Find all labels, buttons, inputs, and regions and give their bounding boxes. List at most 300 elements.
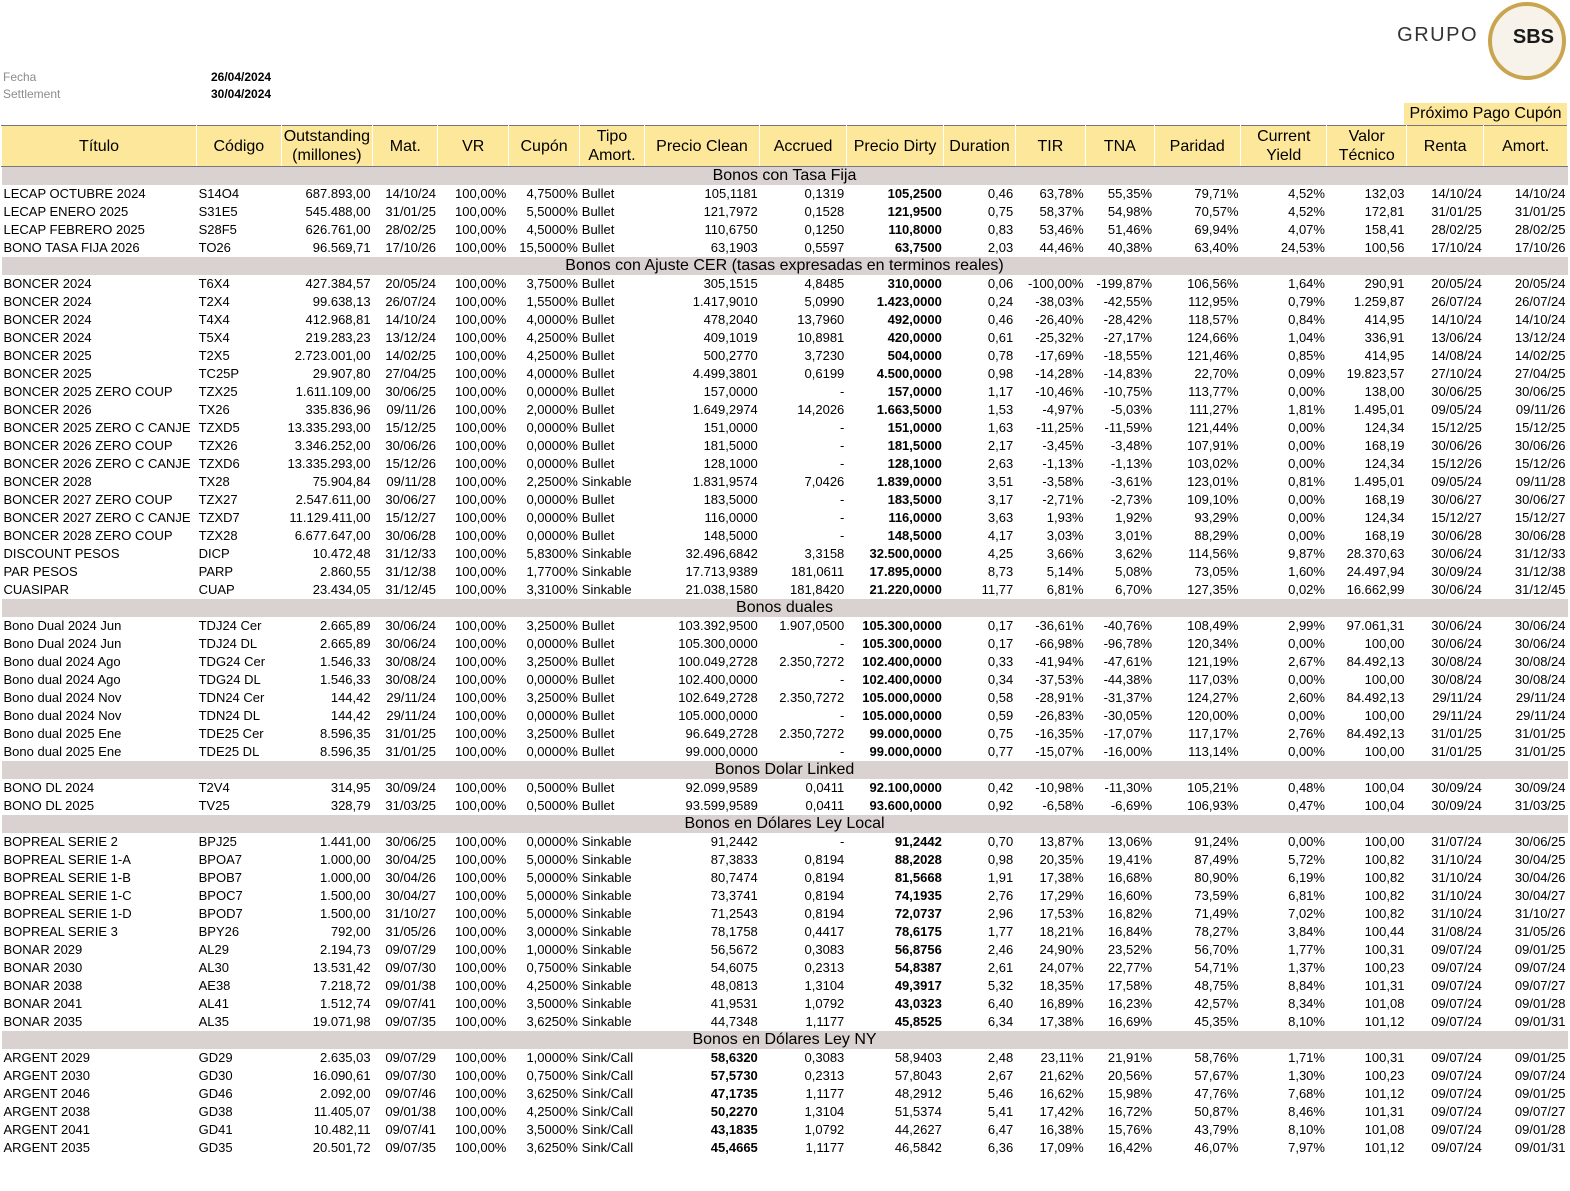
table-cell: 63,78%	[1039, 186, 1084, 201]
table-cell: 17,38%	[1039, 1014, 1084, 1029]
table-cell: 0,0000%	[526, 636, 578, 651]
table-cell: 138,00	[1364, 384, 1405, 399]
table-cell: 0,75	[987, 204, 1014, 219]
table-cell: 100,00%	[455, 348, 507, 363]
table-cell: Sinkable	[581, 474, 632, 489]
table-cell: Sink/Call	[581, 1104, 634, 1119]
table-cell: 30/06/25	[1514, 834, 1566, 849]
table-cell: -25,32%	[1035, 330, 1084, 345]
table-cell: 41,9531	[710, 996, 758, 1011]
table-body	[2, 167, 1568, 1158]
table-cell: TZXD7	[198, 510, 240, 525]
table-cell: -	[839, 384, 845, 399]
table-cell: 51,5374	[894, 1104, 942, 1119]
table-cell: LECAP FEBRERO 2025	[3, 222, 145, 237]
table-cell: TO26	[198, 240, 231, 255]
table-cell: -	[839, 438, 845, 453]
table-cell: 4,2500%	[526, 978, 578, 993]
table-row	[2, 509, 1568, 527]
table-cell: Bono dual 2024 Nov	[3, 690, 122, 705]
table-cell: 26/07/24	[1514, 294, 1566, 309]
table-cell: 105.300,0000	[678, 636, 758, 651]
table-cell: 0,98	[987, 366, 1014, 381]
table-cell: 28.370,63	[1346, 546, 1405, 561]
table-cell: 31/12/33	[1514, 546, 1566, 561]
table-cell: ARGENT 2029	[3, 1050, 90, 1065]
table-cell: 17.713,9389	[685, 564, 758, 579]
table-cell: CUASIPAR	[3, 582, 69, 597]
table-cell: -	[839, 744, 845, 759]
table-cell: AL30	[198, 960, 229, 975]
table-cell: 09/07/24	[1431, 960, 1482, 975]
table-cell: 09/07/27	[1514, 1104, 1566, 1119]
table-cell: -	[839, 636, 845, 651]
table-cell: -	[839, 528, 845, 543]
table-cell: 16.090,61	[312, 1068, 371, 1083]
table-cell: 100,82	[1364, 852, 1405, 867]
table-cell: 2.350,7272	[779, 690, 845, 705]
table-cell: -	[839, 510, 845, 525]
table-row	[2, 653, 1568, 671]
table-cell: 93,29%	[1194, 510, 1239, 525]
table-cell: CUAP	[198, 582, 235, 597]
table-cell: 2,46	[987, 942, 1014, 957]
table-cell: Bono dual 2024 Ago	[3, 672, 121, 687]
table-cell: 17,42%	[1039, 1104, 1084, 1119]
table-cell: 17,38%	[1039, 870, 1084, 885]
table-cell: 51,46%	[1107, 222, 1153, 237]
table-row	[2, 203, 1568, 221]
table-cell: 24,90%	[1039, 942, 1084, 957]
table-cell: 0,00%	[1288, 834, 1325, 849]
table-cell: Bullet	[581, 420, 615, 435]
table-cell: 100,82	[1364, 870, 1405, 885]
table-cell: 100,00%	[455, 240, 507, 255]
table-cell: 5,46	[987, 1086, 1014, 1101]
table-cell: 73,05%	[1194, 564, 1239, 579]
table-cell: 0,8194	[804, 906, 845, 921]
table-cell: 09/11/28	[1515, 474, 1566, 489]
table-cell: 0,0411	[805, 780, 845, 795]
table-row	[2, 311, 1568, 329]
table-row	[2, 1121, 1568, 1139]
table-cell: 101,31	[1364, 978, 1405, 993]
table-cell: 31/01/25	[385, 726, 436, 741]
table-cell: 22,77%	[1107, 960, 1153, 975]
table-cell: 7,97%	[1288, 1140, 1325, 1155]
table-cell: 0,06	[987, 276, 1014, 291]
table-cell: 101,08	[1364, 1122, 1405, 1137]
table-cell: 56,5672	[710, 942, 758, 957]
table-cell: 181,0611	[791, 564, 845, 579]
table-cell: 8,46%	[1288, 1104, 1325, 1119]
table-cell: 1,04%	[1288, 330, 1325, 345]
table-cell: 78,6175	[894, 924, 942, 939]
table-cell: 55,35%	[1107, 186, 1153, 201]
table-cell: 15,98%	[1107, 1086, 1153, 1101]
table-cell: 1.441,00	[320, 834, 371, 849]
logo-sbs-text: SBS	[1512, 26, 1554, 48]
table-cell: -6,69%	[1110, 798, 1153, 813]
table-cell: 17,29%	[1039, 888, 1084, 903]
table-cell: -1,13%	[1110, 456, 1153, 471]
table-row	[2, 329, 1568, 347]
table-cell: 09/07/24	[1431, 996, 1482, 1011]
table-cell: 2.194,73	[320, 942, 371, 957]
table-cell: 100,00%	[455, 672, 507, 687]
table-cell: -2,73%	[1110, 492, 1153, 507]
table-cell: 132,03	[1364, 186, 1405, 201]
table-cell: 09/01/25	[1514, 942, 1566, 957]
table-cell: 0,0000%	[526, 420, 578, 435]
table-cell: AL41	[198, 996, 229, 1011]
table-cell: 151,0000	[887, 420, 942, 435]
table-cell: BOPREAL SERIE 1-C	[3, 888, 132, 903]
table-cell: 183,5000	[703, 492, 758, 507]
table-cell: BONAR 2041	[3, 996, 83, 1011]
table-cell: 0,85%	[1288, 348, 1325, 363]
settlement-label: Settlement	[3, 87, 61, 101]
table-cell: Bono dual 2025 Ene	[3, 744, 122, 759]
table-cell: 13/06/24	[1431, 330, 1482, 345]
table-cell: BOPREAL SERIE 3	[3, 924, 118, 939]
table-cell: 100,00%	[455, 420, 507, 435]
table-cell: 336,91	[1364, 330, 1405, 345]
table-cell: Bullet	[581, 204, 615, 219]
table-cell: 09/05/24	[1431, 474, 1482, 489]
table-cell: 87,49%	[1194, 852, 1239, 867]
table-cell: 116,0000	[704, 510, 758, 525]
table-cell: Bullet	[581, 240, 615, 255]
table-cell: 09/07/30	[385, 1068, 436, 1083]
table-cell: 30/08/24	[385, 654, 436, 669]
table-cell: 45,4665	[710, 1140, 758, 1155]
table-cell: 63,1903	[710, 240, 758, 255]
table-cell: 30/08/24	[1514, 672, 1566, 687]
table-cell: 27/10/24	[1431, 366, 1482, 381]
table-cell: 100,00%	[455, 708, 507, 723]
table-cell: Sink/Call	[581, 1140, 634, 1155]
table-cell: T5X4	[198, 330, 230, 345]
table-cell: 57,5730	[710, 1068, 758, 1083]
table-cell: 63,40%	[1194, 240, 1239, 255]
table-cell: 157,0000	[703, 384, 758, 399]
table-cell: 100,00%	[455, 1104, 507, 1119]
table-row	[2, 887, 1568, 905]
table-cell: Sink/Call	[581, 1068, 634, 1083]
column-header: Precio Clean	[644, 126, 760, 167]
table-cell: 20,56%	[1107, 1068, 1153, 1083]
table-cell: 2.723.001,00	[294, 348, 371, 363]
table-cell: 1,3104	[804, 978, 845, 993]
table-cell: 31/10/24	[1431, 852, 1482, 867]
table-cell: 181,5000	[703, 438, 758, 453]
table-cell: 1,60%	[1288, 564, 1325, 579]
table-cell: 0,1528	[804, 204, 845, 219]
table-cell: 30/06/24	[1514, 618, 1566, 633]
table-cell: 28/02/25	[1514, 222, 1566, 237]
column-header: Accrued	[760, 126, 846, 167]
table-cell: 24,07%	[1039, 960, 1084, 975]
table-cell: 100,00%	[455, 888, 507, 903]
table-cell: TDG24 Cer	[198, 654, 266, 669]
table-cell: -17,69%	[1035, 348, 1084, 363]
table-cell: -14,28%	[1035, 366, 1084, 381]
table-cell: 0,7500%	[526, 1068, 578, 1083]
table-cell: -44,38%	[1103, 672, 1153, 687]
table-row	[2, 869, 1568, 887]
table-cell: 30/06/27	[385, 492, 436, 507]
table-cell: 09/07/29	[385, 942, 436, 957]
table-cell: 100,00%	[455, 222, 507, 237]
table-cell: Bono dual 2025 Ene	[3, 726, 122, 741]
table-cell: -4,97%	[1042, 402, 1084, 417]
table-cell: BONCER 2024	[3, 312, 92, 327]
table-cell: 93.599,9589	[685, 798, 758, 813]
table-cell: -	[839, 492, 845, 507]
table-cell: 427.384,57	[305, 276, 371, 291]
table-cell: 100,00%	[455, 1050, 507, 1065]
table-cell: 31/01/25	[1431, 204, 1482, 219]
table-cell: 1.512,74	[320, 996, 371, 1011]
section-header	[2, 167, 1568, 186]
table-cell: 48,0813	[710, 978, 758, 993]
table-cell: 1,1177	[805, 1014, 845, 1029]
table-cell: 15/12/26	[1431, 456, 1482, 471]
table-row	[2, 1085, 1568, 1103]
table-row	[2, 473, 1568, 491]
table-cell: Sinkable	[581, 870, 632, 885]
table-cell: 1,30%	[1288, 1068, 1325, 1083]
table-cell: BONCER 2025	[3, 348, 92, 363]
table-cell: 74,1935	[894, 888, 942, 903]
table-cell: 183,5000	[887, 492, 942, 507]
section-title: Bonos duales	[2, 599, 1568, 617]
table-cell: 6,34	[987, 1014, 1014, 1029]
table-cell: 0,77	[987, 744, 1014, 759]
table-cell: 100,00%	[455, 834, 507, 849]
table-cell: BONAR 2030	[3, 960, 83, 975]
table-cell: S14O4	[198, 186, 240, 201]
table-cell: 100,00%	[455, 726, 507, 741]
table-cell: 92.100,0000	[869, 780, 942, 795]
table-cell: 128,1000	[887, 456, 942, 471]
table-cell: 42,57%	[1194, 996, 1239, 1011]
table-cell: 4.500,0000	[876, 366, 942, 381]
table-cell: 58,76%	[1194, 1050, 1239, 1065]
table-cell: 5,8300%	[526, 546, 578, 561]
table-cell: Sink/Call	[581, 1050, 634, 1065]
table-cell: 1.611.109,00	[295, 384, 371, 399]
table-cell: 16,84%	[1107, 924, 1153, 939]
table-cell: -38,03%	[1035, 294, 1084, 309]
table-cell: 09/07/27	[1514, 978, 1566, 993]
table-cell: -37,53%	[1035, 672, 1084, 687]
table-cell: 0,8194	[804, 852, 845, 867]
table-cell: GD30	[198, 1068, 233, 1083]
table-cell: 116,0000	[888, 510, 942, 525]
table-cell: 30/06/24	[1514, 636, 1566, 651]
table-cell: 47,76%	[1194, 1086, 1239, 1101]
table-cell: 102.400,0000	[678, 672, 758, 687]
table-cell: 78,1758	[710, 924, 758, 939]
table-cell: 4,2500%	[526, 1104, 578, 1119]
table-cell: 106,56%	[1187, 276, 1239, 291]
table-cell: 2,96	[987, 906, 1014, 921]
table-row	[2, 941, 1568, 959]
table-cell: 58,6320	[710, 1050, 758, 1065]
table-cell: 1.500,00	[320, 888, 371, 903]
grupo-sbs-logo	[1346, 0, 1566, 104]
table-cell: 5,0990	[804, 294, 845, 309]
table-cell: 1,0000%	[526, 942, 578, 957]
table-cell: Bullet	[581, 690, 615, 705]
table-cell: 157,0000	[887, 384, 942, 399]
table-cell: 100,00%	[455, 330, 507, 345]
table-cell: 81,5668	[894, 870, 942, 885]
table-cell: 16,38%	[1039, 1122, 1084, 1137]
section-header	[2, 1031, 1568, 1049]
table-cell: 0,5000%	[526, 780, 578, 795]
table-cell: 4,25	[987, 546, 1014, 561]
table-cell: -	[839, 708, 845, 723]
table-cell: 53,46%	[1039, 222, 1084, 237]
table-cell: 31/01/25	[1431, 744, 1482, 759]
table-cell: 100,00%	[455, 942, 507, 957]
table-cell: 46,07%	[1194, 1140, 1239, 1155]
table-cell: 09/11/26	[1515, 402, 1566, 417]
table-row	[2, 797, 1568, 815]
table-cell: 0,1319	[804, 186, 845, 201]
table-cell: 29/11/24	[1432, 708, 1482, 723]
table-cell: 14/10/24	[1431, 186, 1482, 201]
table-cell: AL35	[198, 1014, 229, 1029]
section-title: Bonos Dolar Linked	[2, 761, 1568, 779]
table-cell: 120,34%	[1187, 636, 1239, 651]
table-cell: 100,00%	[455, 870, 507, 885]
table-cell: 1,81%	[1288, 402, 1325, 417]
table-cell: 105.000,0000	[862, 690, 942, 705]
fecha-value: 26/04/2024	[211, 70, 272, 84]
table-cell: 0,00%	[1288, 438, 1325, 453]
table-cell: 31/03/25	[1514, 798, 1566, 813]
table-cell: 30/08/24	[1431, 654, 1482, 669]
table-cell: 1,17	[987, 384, 1014, 399]
table-cell: 1,77%	[1288, 942, 1325, 957]
table-cell: 78,27%	[1194, 924, 1239, 939]
table-cell: BONCER 2024	[3, 276, 92, 291]
table-cell: 43,79%	[1194, 1122, 1239, 1137]
table-cell: 414,95	[1364, 312, 1405, 327]
table-cell: -30,05%	[1103, 708, 1153, 723]
table-cell: 09/07/35	[385, 1014, 436, 1029]
table-cell: 31/01/25	[1514, 744, 1566, 759]
table-cell: 73,59%	[1194, 888, 1239, 903]
table-cell: 420,0000	[887, 330, 942, 345]
table-row	[2, 1139, 1568, 1157]
table-cell: 1.495,01	[1353, 474, 1405, 489]
table-cell: 100,00%	[455, 798, 507, 813]
table-cell: 100,00%	[455, 438, 507, 453]
table-cell: 1,93%	[1046, 510, 1084, 525]
table-row	[2, 293, 1568, 311]
table-cell: 219.283,23	[305, 330, 371, 345]
section-header	[2, 599, 1568, 617]
table-cell: 50,2270	[710, 1104, 758, 1119]
table-cell: 0,78	[987, 348, 1014, 363]
table-cell: 3,6250%	[526, 1014, 578, 1029]
table-cell: TDE25 Cer	[198, 726, 264, 741]
table-cell: -11,30%	[1104, 780, 1153, 795]
table-cell: 105,2500	[887, 186, 942, 201]
table-cell: -10,75%	[1103, 384, 1153, 399]
table-cell: 8.596,35	[320, 744, 371, 759]
table-cell: 18,35%	[1039, 978, 1084, 993]
table-cell: 17,09%	[1039, 1140, 1084, 1155]
table-cell: BONCER 2026 ZERO C CANJE	[3, 456, 191, 471]
table-cell: 30/06/25	[385, 384, 436, 399]
table-cell: 09/07/46	[385, 1086, 436, 1101]
table-cell: 100,00%	[455, 312, 507, 327]
table-cell: 335.836,96	[305, 402, 371, 417]
table-cell: T2X4	[198, 294, 230, 309]
table-cell: 0,7500%	[526, 960, 578, 975]
table-cell: Sinkable	[581, 546, 632, 561]
table-cell: 32.496,6842	[685, 546, 758, 561]
table-cell: 09/01/25	[1514, 1050, 1566, 1065]
table-row	[2, 545, 1568, 563]
table-cell: 92.099,9589	[685, 780, 758, 795]
table-cell: 100,31	[1364, 1050, 1405, 1065]
table-cell: 105.300,0000	[862, 636, 942, 651]
table-cell: 0,92	[987, 798, 1014, 813]
table-cell: 8,84%	[1288, 978, 1325, 993]
table-cell: BONO DL 2025	[3, 798, 95, 813]
table-cell: GD38	[198, 1104, 233, 1119]
table-cell: 69,94%	[1194, 222, 1239, 237]
table-cell: 30/06/25	[385, 834, 436, 849]
table-cell: 2.547.611,00	[295, 492, 371, 507]
table-cell: 4,2500%	[526, 348, 578, 363]
table-cell: 8.596,35	[320, 726, 371, 741]
table-cell: 09/01/28	[1514, 1122, 1566, 1137]
table-cell: -28,42%	[1103, 312, 1153, 327]
table-cell: TC25P	[198, 366, 240, 381]
table-cell: 20/05/24	[1431, 276, 1482, 291]
table-cell: 100,00%	[455, 546, 507, 561]
table-row	[2, 851, 1568, 869]
table-cell: 112,95%	[1188, 294, 1239, 309]
table-cell: 26/07/24	[1431, 294, 1482, 309]
table-cell: 2.092,00	[320, 1086, 371, 1101]
table-cell: 24.497,94	[1346, 564, 1405, 579]
table-cell: 19,41%	[1107, 852, 1153, 867]
table-cell: 15/12/25	[1514, 420, 1566, 435]
table-cell: -36,61%	[1035, 618, 1084, 633]
table-cell: 15/12/26	[385, 456, 436, 471]
column-header: TIR	[1015, 126, 1085, 167]
table-cell: 30/09/24	[1431, 564, 1482, 579]
table-cell: 100,00%	[455, 744, 507, 759]
table-cell: 100,00%	[455, 1122, 507, 1137]
table-cell: ARGENT 2038	[3, 1104, 90, 1119]
column-header: Título	[2, 126, 197, 167]
table-cell: 101,12	[1364, 1014, 1405, 1029]
table-cell: 0,00%	[1288, 420, 1325, 435]
table-cell: Bullet	[581, 780, 615, 795]
table-cell: TX28	[198, 474, 230, 489]
table-cell: 16,62%	[1039, 1086, 1084, 1101]
